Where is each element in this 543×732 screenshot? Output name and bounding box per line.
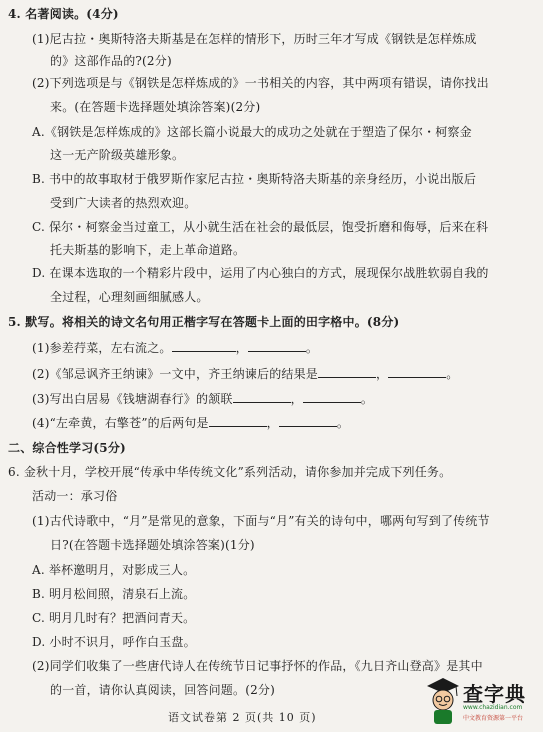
- q6-sub2-line1: (2)同学们收集了一些唐代诗人在传统节日记事抒怀的作品，《九日齐山登高》是其中: [32, 659, 483, 673]
- q4-option-a-line1: A.《钢铁是怎样炼成的》这部长篇小说最大的成功之处就在于塑造了保尔・柯察金: [32, 125, 472, 139]
- q6-option-a: A. 举杯邀明月，对影成三人。: [32, 563, 196, 577]
- q5-item-1-end: 。: [305, 341, 319, 355]
- q5-item-3-prefix: (3)写出白居易《钱塘湖春行》的颔联: [32, 392, 233, 406]
- q5-item-4: [32, 414, 349, 431]
- q5-title: 5. 默写。将相关的诗文名句用正楷字写在答题卡上面的田字格中。(8分): [8, 315, 400, 329]
- q6-option-d: D. 小时不识月，呼作白玉盘。: [32, 635, 196, 649]
- answer-blank[interactable]: [279, 414, 337, 427]
- q5-item-1-prefix: (1)参差荇菜，左右流之。: [32, 341, 172, 355]
- q4-option-d-line2: 全过程，心理刻画细腻感人。: [50, 290, 209, 304]
- q4-sub1-line1: (1)尼古拉・奥斯特洛夫斯基是在怎样的情形下，历时三年才写成《钢铁是怎样炼成: [32, 32, 477, 46]
- q4-title: 4. 名著阅读。(4分): [8, 7, 119, 21]
- q6-sub2-line2: 的一首，请你认真阅读，回答问题。(2分): [50, 683, 275, 697]
- q5-item-4-end: 。: [336, 416, 350, 430]
- q5-item-2-prefix: (2)《邹忌讽齐王纳谏》一文中，齐王纳谏后的结果是: [32, 367, 318, 381]
- page-footer: 语文试卷第 2 页(共 10 页): [168, 711, 317, 724]
- q4-option-b-line1: B. 书中的故事取材于俄罗斯作家尼古拉・奥斯特洛夫斯基的亲身经历，小说出版后: [32, 172, 477, 186]
- q5-item-4-sep: ，: [266, 416, 279, 430]
- q5-item-3-end: 。: [360, 392, 374, 406]
- q4-option-c-line2: 托夫斯基的影响下，走上革命道路。: [50, 243, 246, 257]
- q5-item-3-sep: ，: [290, 392, 303, 406]
- q5-item-3: [32, 390, 373, 407]
- q5-item-1-sep: ，: [235, 341, 248, 355]
- q6-option-c: C. 明月几时有？把酒问青天。: [32, 611, 196, 625]
- answer-blank[interactable]: [172, 339, 236, 352]
- q5-item-2-sep: ，: [376, 367, 389, 381]
- answer-blank[interactable]: [209, 414, 267, 427]
- q4-option-a-line2: 这一无产阶级英雄形象。: [50, 148, 185, 162]
- q6-option-b: B. 明月松间照，清泉石上流。: [32, 587, 196, 601]
- q4-sub2-line2: 来。(在答题卡选择题处填涂答案)(2分): [50, 100, 261, 114]
- answer-blank[interactable]: [233, 390, 291, 403]
- answer-blank[interactable]: [388, 365, 446, 378]
- q4-option-d-line1: D. 在课本选取的一个精彩片段中，运用了内心独白的方式，展现保尔战胜软弱自我的: [32, 266, 489, 280]
- q4-option-c-line1: C. 保尔・柯察金当过童工，从小就生活在社会的最低层，饱受折磨和侮辱，后来在科: [32, 220, 489, 234]
- q6-sub1-line2: 日?(在答题卡选择题处填涂答案)(1分): [50, 538, 255, 552]
- q5-item-1: [32, 339, 318, 356]
- q4-sub2-line1: (2)下列选项是与《钢铁是怎样炼成的》一书相关的内容，其中两项有错误，请你找出: [32, 76, 489, 90]
- watermark-url: www.chazidian.com: [463, 704, 523, 711]
- answer-blank[interactable]: [303, 390, 361, 403]
- q6-sub1-line1: (1)古代诗歌中，“月”是常见的意象，下面与“月”有关的诗句中，哪两句写到了传统节: [32, 514, 490, 528]
- section-2-title: 二、综合性学习(5分): [8, 441, 126, 455]
- answer-blank[interactable]: [318, 365, 376, 378]
- q5-item-4-prefix: (4)“左牵黄，右擎苍”的后两句是: [32, 416, 209, 430]
- q4-sub1-line2: 的》这部作品的?(2分): [50, 54, 172, 68]
- chazidian-watermark: [423, 672, 541, 730]
- graduate-mascot-icon: [423, 672, 463, 728]
- q5-item-2-end: 。: [446, 367, 459, 381]
- watermark-slogan: 中文教育资源第一平台: [463, 715, 524, 722]
- q6-activity-1: 活动一：承习俗: [32, 489, 118, 503]
- watermark-name: 查字典: [463, 682, 526, 706]
- q6-intro: 6. 金秋十月，学校开展“传承中华传统文化”系列活动，请你参加并完成下列任务。: [8, 465, 452, 479]
- q4-option-b-line2: 受到广大读者的热烈欢迎。: [50, 196, 197, 210]
- answer-blank[interactable]: [248, 339, 306, 352]
- q5-item-2: [32, 365, 458, 382]
